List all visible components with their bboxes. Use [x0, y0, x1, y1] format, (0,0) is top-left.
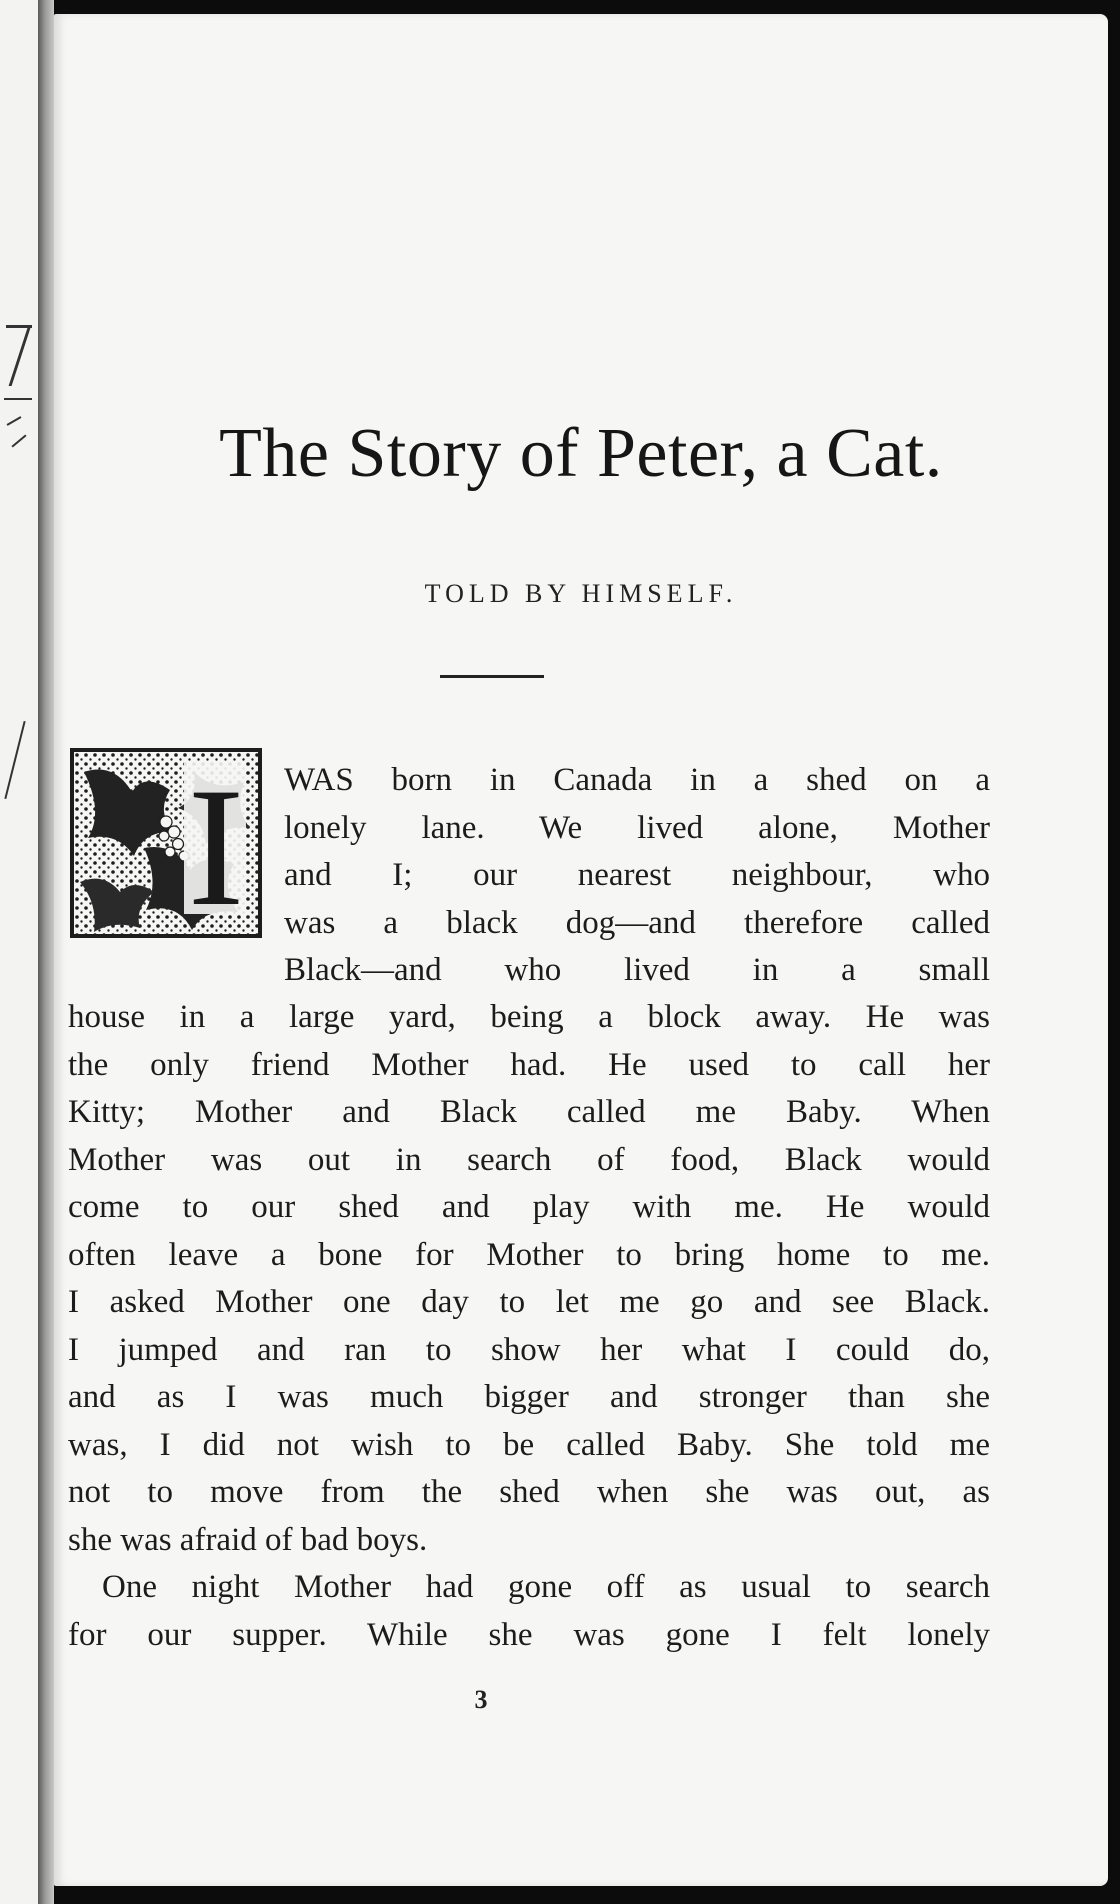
text-line: she was afraid of bad boys. — [68, 1521, 428, 1558]
book-page — [54, 14, 1108, 1886]
drop-cap-ornament — [70, 748, 262, 938]
text-line: I asked Mother one day to let me go and see Black. — [68, 1284, 990, 1320]
title-rule — [440, 675, 544, 678]
text-line: and as I was much bigger and stronger than she — [68, 1379, 990, 1415]
text-line: the only friend Mother had. He used to call her — [68, 1046, 990, 1083]
text-line: One night Mother had gone off as usual to search — [102, 1569, 990, 1605]
text-line: I jumped and ran to show her what I could do, — [68, 1331, 990, 1368]
text-line: was, I did not wish to be called Baby. She told me — [68, 1426, 990, 1463]
text-line: WAS born in Canada in a shed on a — [284, 762, 990, 798]
text-line: for our supper. While she was gone I felt lonely — [68, 1616, 990, 1653]
text-line: not to move from the shed when she was out, as — [68, 1474, 990, 1510]
facing-page-edge — [0, 0, 38, 1904]
text-line: house in a large yard, being a block away. He was — [68, 999, 990, 1035]
text-line: Mother was out in search of food, Black would — [68, 1141, 990, 1178]
text-line: Kitty; Mother and Black called me Baby. When — [68, 1094, 990, 1130]
text-line: often leave a bone for Mother to bring home to me. — [68, 1236, 990, 1273]
holly-ornament-icon — [74, 752, 258, 934]
text-line: and I; our nearest neighbour, who — [284, 857, 990, 893]
svg-text:I: I — [187, 753, 245, 934]
text-line: come to our shed and play with me. He would — [68, 1189, 990, 1225]
intro-paragraph — [284, 757, 990, 995]
book-spine-shadow — [38, 0, 54, 1904]
chapter-title: The Story of Peter, a Cat. — [219, 415, 943, 492]
text-line: Black—and who lived in a small — [284, 952, 990, 988]
text-line: was a black dog—and therefore called — [284, 904, 990, 941]
text-line: lonely lane. We lived alone, Mother — [284, 809, 990, 846]
chapter-subtitle: TOLD BY HIMSELF. — [424, 579, 738, 608]
page-number: 3 — [474, 1685, 488, 1714]
body-paragraph — [68, 994, 990, 1659]
